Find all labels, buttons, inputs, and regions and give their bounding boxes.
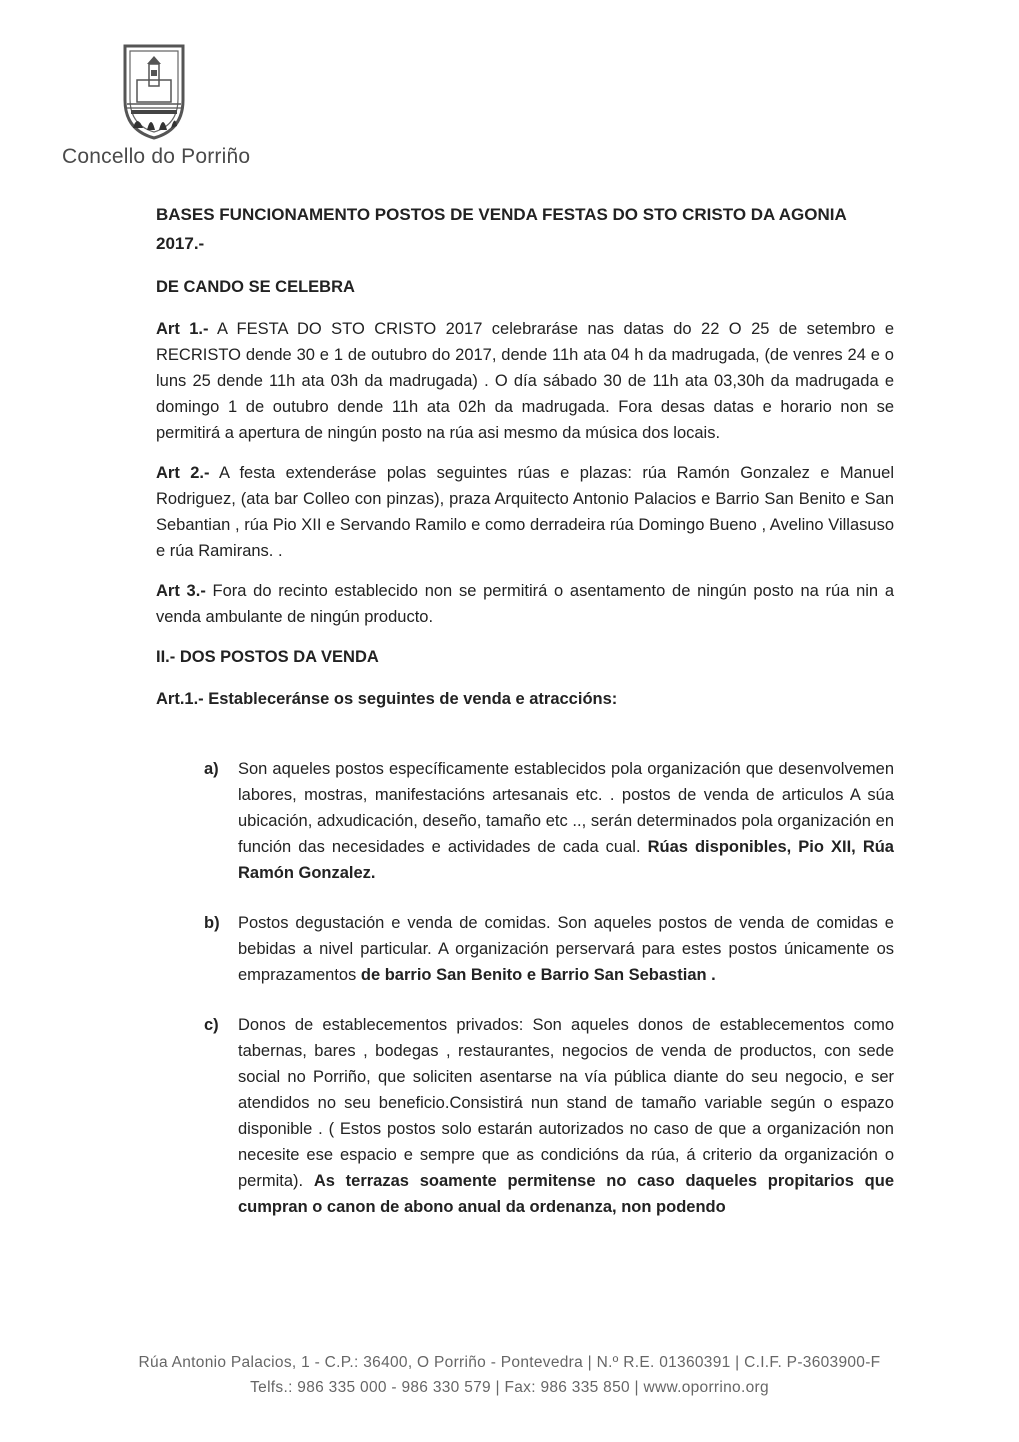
item-bold-text: As terrazas soamente permitense no caso daqueles propitarios que cumpran o canon de abono anual da ordenanza, non podendo — [238, 1172, 894, 1216]
title-line-1: BASES FUNCIONAMENTO POSTOS DE VENDA FESTAS DO STO CRISTO DA AGONIA — [156, 205, 847, 224]
title-line-2: 2017.- — [156, 234, 205, 253]
item-text: Donos de establecementos privados: Son aqueles donos de establecementos como tabernas, bares , bodegas , restaurantes, negocios de venda de productos, con sede social no Porriño, que soliciten asentarse na vía pública diante do seu negocio, e ser atendidos no seu beneficio.Consistirá nun stand de tamaño variable según o espazo disponible . ( Estos postos solo estarán autorizados no caso de que a organización non necesite ese espacio e sempre que as condicións da rúa, á criterio da organización o permita). — [238, 1016, 894, 1190]
item-marker: a) — [204, 760, 219, 778]
article-2 — [156, 460, 894, 564]
list-item — [156, 910, 894, 988]
article-3-text: Fora do recinto establecido non se permitirá o asentamento de ningún posto na rúa nin a venda ambulante de ningún producto. — [156, 582, 895, 626]
section-2-heading: II.- DOS POSTOS DA VENDA — [156, 648, 379, 666]
item-list — [156, 756, 894, 1220]
page-footer — [0, 1350, 1019, 1400]
article-1-text: A FESTA DO STO CRISTO 2017 celebraráse nas datas do 22 O 25 de setembro e RECRISTO dende 30 e 1 de outubro do 2017, dende 11h ata 04 h da madrugada, (de venres 24 e o luns 25 dende 11h ata 03h da madrugada) . O día sábado 30 de 11h ata 03,30h da madrugada e domingo 1 de outubro dende 11h ata 02h da madrugada. Fora desas datas e horario non se permitirá a apertura de ningún posto na rúa asi mesmo da música dos locais. — [156, 320, 894, 442]
article-3-label: Art 3.- — [156, 582, 206, 600]
list-item — [156, 756, 894, 886]
article-3 — [156, 578, 894, 630]
item-text: Postos degustación e venda de comidas. Son aqueles postos de venda de comidas e bebidas a nivel particular. A organización perservará para estes postos únicamente os emprazamentos — [238, 914, 894, 984]
article-2-text: A festa extenderáse polas seguintes rúas e plazas: rúa Ramón Gonzalez e Manuel Rodriguez, (ata bar Colleo con pinzas), praza Arquitecto Antonio Palacios e Barrio San Benito e San Sebantian , rúa Pio XII e Servando Ramilo e como derradeira rúa Domingo Bueno , Avelino Villasuso e rúa Ramirans. . — [156, 464, 894, 560]
item-marker: b) — [204, 914, 220, 932]
item-text: Son aqueles postos específicamente establecidos pola organización que desenvolvemen labores, mostras, manifestacións artesanais etc. . postos de venda de articulos A súa ubicación, adxudicación, deseño, tamaño etc .., serán determinados pola organización en función das necesidades e actividades de cada cual. — [238, 760, 894, 856]
document-title — [156, 200, 894, 258]
footer-address: Rúa Antonio Palacios, 1 - C.P.: 36400, O Porriño - Pontevedra | N.º R.E. 01360391 | C.I.F. P-3603900-F — [138, 1354, 881, 1371]
municipal-crest-icon — [115, 42, 193, 142]
article-1 — [156, 316, 894, 446]
organization-name: Concello do Porriño — [62, 145, 251, 168]
section-1-heading: DE CANDO SE CELEBRA — [156, 278, 355, 296]
document-body — [156, 200, 894, 1244]
item-bold-text: Rúas disponibles, Pio XII, Rúa Ramón Gonzalez. — [238, 838, 894, 882]
item-marker: c) — [204, 1016, 219, 1034]
list-item — [156, 1012, 894, 1220]
article-2-label: Art 2.- — [156, 464, 210, 482]
section-2-article-1: Art.1.- Estableceránse os seguintes de venda e atraccións: — [156, 690, 618, 708]
article-1-label: Art 1.- — [156, 320, 209, 338]
item-bold-text: de barrio San Benito e Barrio San Sebastian . — [360, 966, 716, 984]
footer-contact: Telfs.: 986 335 000 - 986 330 579 | Fax: 986 335 850 | www.oporrino.org — [250, 1379, 769, 1396]
